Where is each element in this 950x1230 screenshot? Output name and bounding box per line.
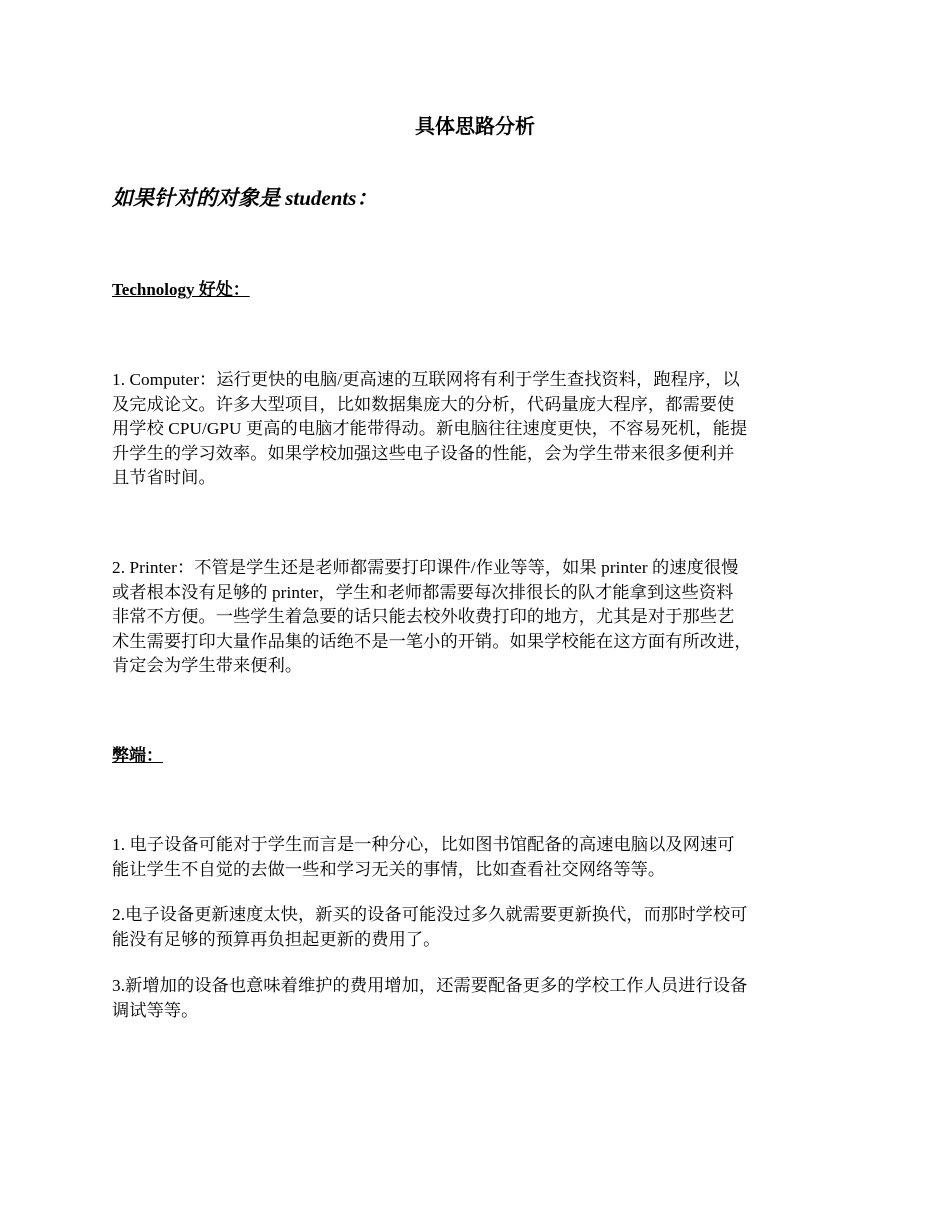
drawbacks-heading-text: 弊端：	[112, 746, 163, 765]
drawback-paragraph-update-speed	[112, 903, 852, 952]
benefit-paragraph-printer	[112, 556, 852, 679]
benefit-paragraph-computer	[112, 368, 852, 491]
benefits-heading-text: Technology 好处：	[112, 280, 250, 299]
benefits-heading	[112, 278, 262, 302]
paragraph-line: 1. 电子设备可能对于学生而言是一种分心，比如图书馆配备的高速电脑以及网速可	[112, 835, 735, 854]
paragraph-line: 调试等等。	[112, 1000, 199, 1020]
drawback-paragraph-maintenance	[112, 974, 852, 1023]
paragraph-line: 能没有足够的预算再负担起更新的费用了。	[112, 929, 441, 949]
paragraph-line: 2.电子设备更新速度太快，新买的设备可能没过多久就需要更新换代，而那时学校可	[112, 905, 748, 924]
document-title: 具体思路分析	[415, 114, 535, 138]
paragraph-line: 术生需要打印大量作品集的话绝不是一笔小的开销。如果学校能在这方面有所改进，	[112, 631, 752, 651]
paragraph-line: 或者根本没有足够的 printer，学生和老师都需要每次排很长的队才能拿到这些资料	[112, 582, 734, 602]
paragraph-line: 1. Computer：运行更快的电脑/更高速的互联网将有利于学生查找资料，跑程序，以	[112, 370, 740, 389]
audience-heading: 如果针对的对象是 students：	[112, 186, 378, 210]
paragraph-line: 及完成论文。许多大型项目，比如数据集庞大的分析，代码量庞大程序，都需要使	[112, 394, 735, 414]
paragraph-line: 升学生的学习效率。如果学校加强这些电子设备的性能，会为学生带来很多便利并	[112, 443, 735, 463]
drawback-paragraph-distraction	[112, 833, 852, 882]
paragraph-line: 且节省时间。	[112, 468, 216, 487]
paragraph-line: 用学校 CPU/GPU 更高的电脑才能带得动。新电脑往往速度更快，不容易死机，能提	[112, 419, 748, 438]
paragraph-line: 2. Printer：不管是学生还是老师都需要打印课件/作业等等，如果 printer 的速度很慢	[112, 558, 739, 577]
drawbacks-heading	[112, 744, 175, 768]
paragraph-line: 能让学生不自觉的去做一些和学习无关的事情，比如查看社交网络等等。	[112, 859, 666, 879]
paragraph-line: 非常不方便。一些学生着急要的话只能去校外收费打印的地方，尤其是对于那些艺	[112, 607, 735, 626]
paragraph-line: 3.新增加的设备也意味着维护的费用增加，还需要配备更多的学校工作人员进行设备	[112, 976, 748, 995]
paragraph-line: 肯定会为学生带来便利。	[112, 656, 303, 675]
